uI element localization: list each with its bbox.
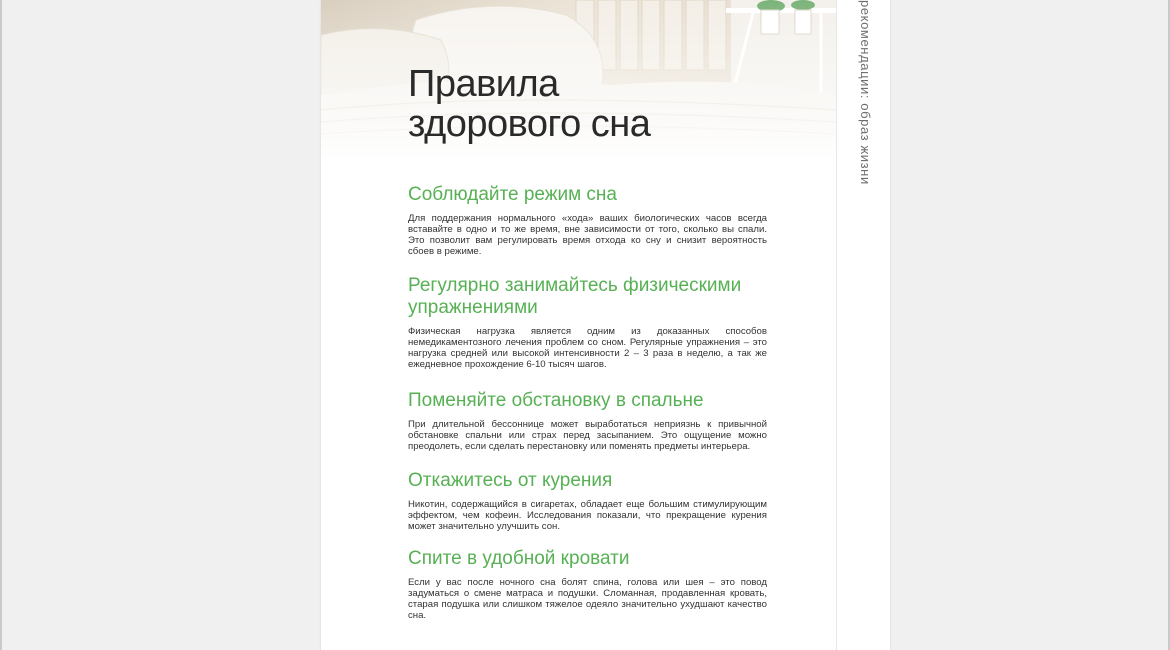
side-caption: рекомендации: образ жизни [858,0,873,185]
tip-quit-smoking [408,470,767,532]
tip-heading: Соблюдайте режим сна [408,184,617,205]
tip-heading: Поменяйте обстановку в спальне [408,390,704,411]
page-title-line-2: здорового сна [408,103,651,145]
tip-exercise [408,275,767,370]
tip-text: Если у вас после ночного сна болят спина, голова или шея – это повод задуматься о смене матраса и подушки. Сломанная, продавленная кровать, старая подушка или слишком тяжелое одеяло значительно ухудшают качество сна. [408,577,767,622]
tip-heading: Откажитесь от курения [408,470,613,491]
page-spine-divider [836,0,837,650]
tip-text: При длительной бессоннице может выработаться неприязнь к привычной обстановке спальни или страх перед засыпанием. Это ощущение можно преодолеть, если сделать перестановку или поменять предметы интерьера. [408,419,767,453]
tip-text: Физическая нагрузка является одним из доказанных способов немедикаментозного лечения проблем со сном. Регулярные упражнения – это нагрузка средней или высокой интенсивности 2 – 3 раза в неделю, а так же ежедневное прохождение 6-10 тысяч шагов. [408,326,767,371]
viewer-left-edge [0,0,2,650]
page-title [408,64,768,144]
tip-comfortable-bed [408,548,767,621]
tip-text: Для поддержания нормального «хода» ваших биологических часов всегда вставайте в одно и то же время, вне зависимости от того, сколько вы спали. Это позволит вам регулировать время отхода ко сну и снизит вероятность сбоев в режиме. [408,213,767,258]
tip-heading: Спите в удобной кровати [408,548,630,569]
tip-sleep-schedule [408,184,767,257]
tip-bedroom-setting [408,390,767,452]
document-page [321,0,890,650]
tip-text: Никотин, содержащийся в сигаретах, обладает еще большим стимулирующим эффектом, чем кофеин. Исследования показали, что прекращение курения может значительно улучшить сон. [408,499,767,533]
tip-heading: Регулярно занимайтесь физическими упражнениями [408,275,742,318]
page-title-line-1: Правила [408,63,559,105]
